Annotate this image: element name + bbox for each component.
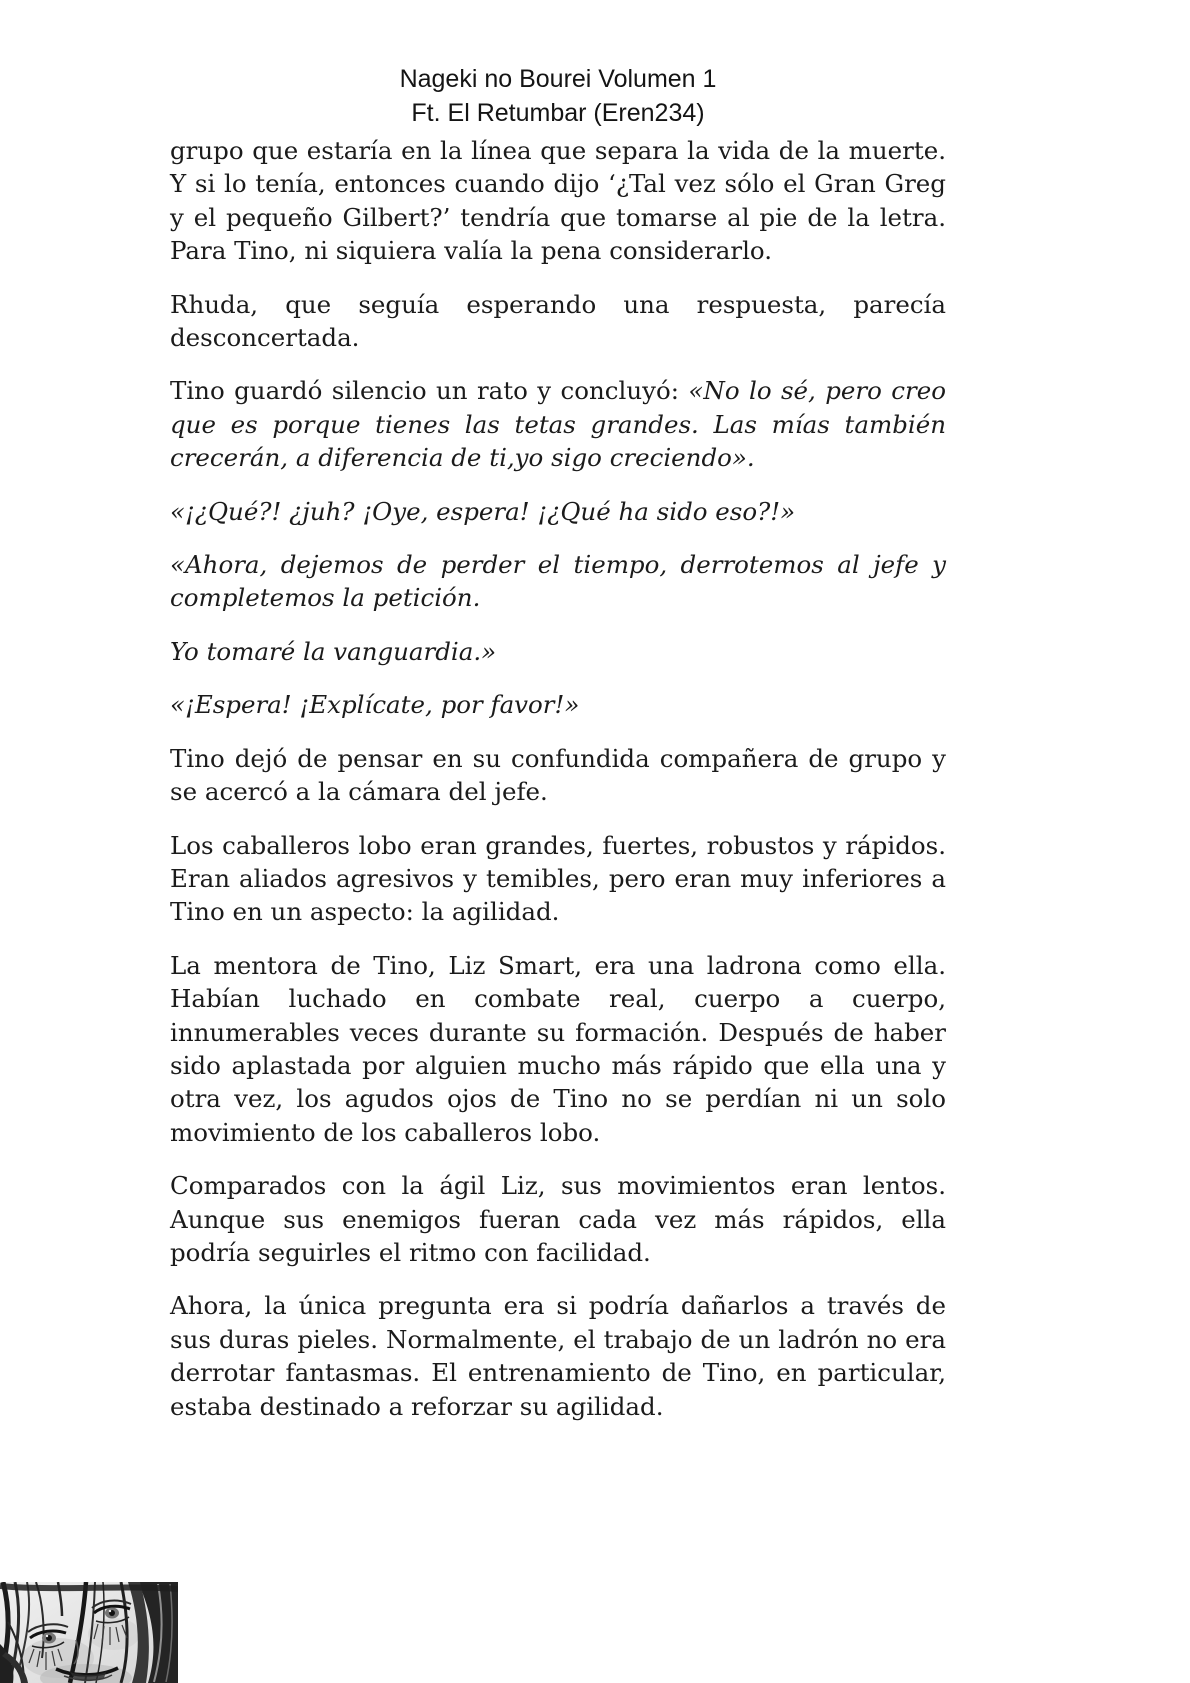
paragraph-text-italic: «¡¿Qué?! ¿juh? ¡Oye, espera! ¡¿Qué ha sido eso?!» xyxy=(170,496,796,526)
paragraph-text: Comparados con la ágil Liz, sus movimientos eran lentos. Aunque sus enemigos fueran cada vez más rápidos, ella podría seguirles el ritmo con facilidad. xyxy=(170,1171,946,1267)
paragraph xyxy=(170,1169,946,1269)
document-title-line2: Ft. El Retumbar (Eren234) xyxy=(411,99,705,127)
document-title-line1: Nageki no Bourei Volumen 1 xyxy=(399,65,717,93)
paragraph-text: Los caballeros lobo eran grandes, fuertes, robustos y rápidos. Eran aliados agresivos y temibles, pero eran muy inferiores a Tino en un aspecto: la agilidad. xyxy=(170,830,946,927)
paragraph xyxy=(170,495,946,528)
manga-face-illustration xyxy=(0,1582,178,1683)
paragraph-text-italic: «Ahora, dejemos de perder el tiempo, derrotemos al jefe y completemos la petición. xyxy=(170,550,946,613)
manga-face-artwork xyxy=(0,1582,178,1683)
paragraph-text: La mentora de Tino, Liz Smart, era una ladrona como ella. Habían luchado en combate real, cuerpo a cuerpo, innumerables veces durante su formación. Después de haber sido aplastada por alguien mucho más rápido que ella una y otra vez, los agudos ojos de Tino no se perdían ni un solo movimiento de los caballeros lobo. xyxy=(170,950,946,1147)
paragraph xyxy=(170,688,946,721)
paragraph xyxy=(170,635,946,668)
paragraph xyxy=(170,1289,946,1423)
paragraph-text-italic: Yo tomaré la vanguardia.» xyxy=(170,636,497,666)
paragraph-text-italic: «No lo sé, pero creo que es porque tienes las tetas grandes. Las mías también crecerán, a diferencia de ti,yo sigo creciendo». xyxy=(170,376,946,473)
paragraph xyxy=(170,288,946,355)
paragraph-text-italic: «¡Espera! ¡Explícate, por favor!» xyxy=(170,690,580,720)
paragraph xyxy=(170,742,946,809)
paragraph xyxy=(170,134,946,268)
paragraph xyxy=(170,374,946,474)
paragraph xyxy=(170,829,946,929)
document-content xyxy=(170,62,946,1423)
paragraph-text: Tino dejó de pensar en su confundida compañera de grupo y se acercó a la cámara del jefe. xyxy=(170,743,946,807)
paragraph-text: Rhuda, que seguía esperando una respuesta, parecía desconcertada. xyxy=(170,289,946,353)
paragraph-text: Ahora, la única pregunta era si podría dañarlos a través de sus duras pieles. Normalmente, el trabajo de un ladrón no era derrotar fantasmas. El entrenamiento de Tino, en particular, estaba destinado a reforzar su agilidad. xyxy=(170,1291,946,1421)
document-body xyxy=(170,134,946,1423)
paragraph-text: grupo que estaría en la línea que separa la vida de la muerte. Y si lo tenía, entonces cuando dijo ‘¿Tal vez sólo el Gran Greg y el pequeño Gilbert?’ tendría que tomarse al pie de la letra. Para Tino, ni siquiera valía la pena considerarlo. xyxy=(170,136,946,266)
paragraph-text: Tino guardó silencio un rato y concluyó: xyxy=(170,376,689,406)
paragraph xyxy=(170,548,946,615)
document-header xyxy=(170,62,946,130)
paragraph xyxy=(170,949,946,1149)
